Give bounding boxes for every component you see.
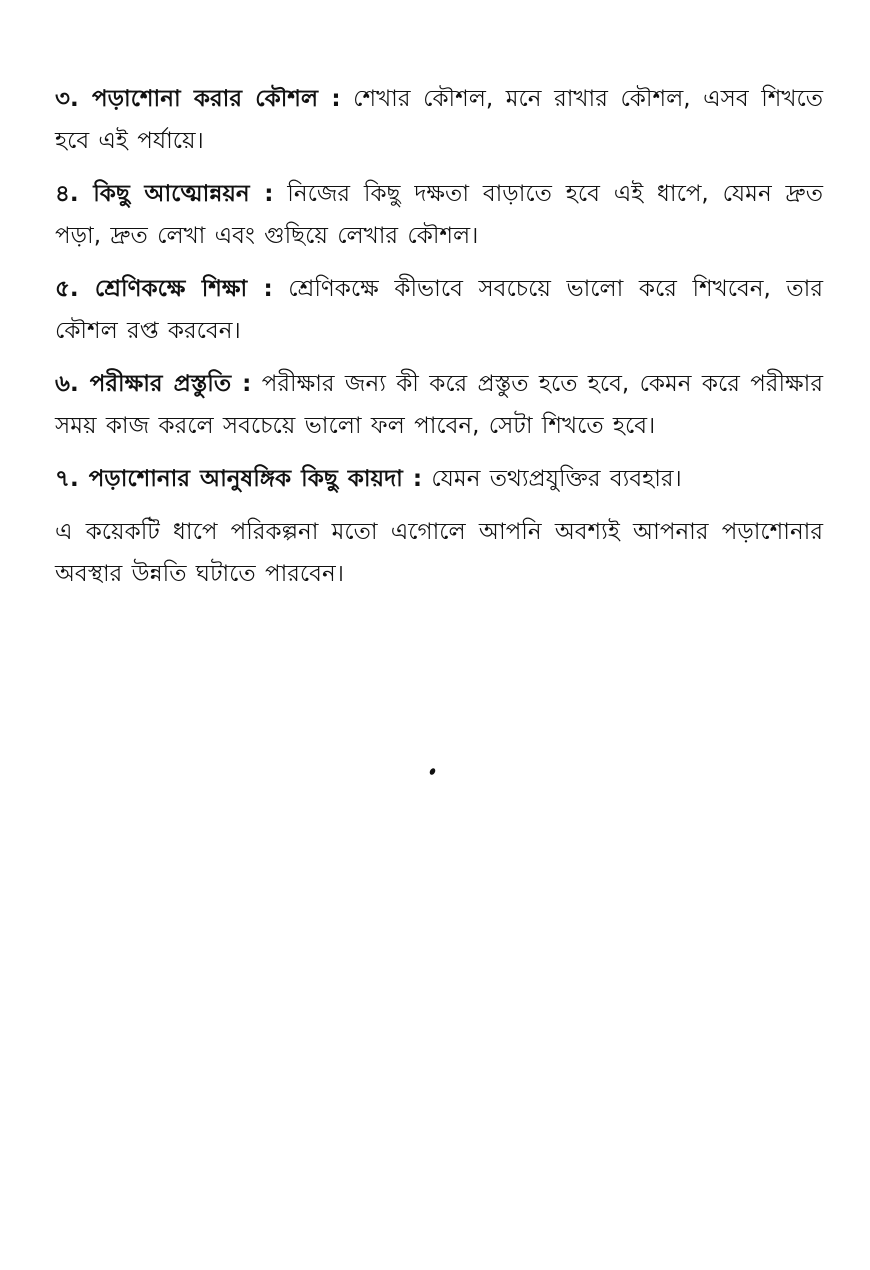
ink-speck — [429, 767, 437, 776]
list-item-step-6 — [55, 363, 823, 447]
list-item-step-5 — [55, 268, 823, 352]
step-6-text: পরীক্ষার জন্য কী করে প্রস্তুত হতে হবে, কেমন করে পরীক্ষার সময় কাজ করলে সবচেয়ে ভালো ফল পাবেন, সেটা শিখতে হবে। — [55, 371, 823, 439]
step-7-heading: ৭. পড়াশোনার আনুষঙ্গিক কিছু কায়দা : — [55, 466, 423, 492]
step-6-heading: ৬. পরীক্ষার প্রস্তুতি : — [55, 371, 252, 397]
step-4-heading: ৪. কিছু আত্মোন্নয়ন : — [55, 181, 274, 207]
step-5-heading: ৫. শ্রেণিকক্ষে শিক্ষা : — [55, 276, 273, 302]
list-item-step-4 — [55, 173, 823, 257]
step-3-heading: ৩. পড়াশোনা করার কৌশল : — [55, 86, 341, 112]
document-body — [55, 78, 823, 606]
list-item-step-7 — [55, 458, 823, 500]
step-3-text: শেখার কৌশল, মনে রাখার কৌশল, এসব শিখতে হবে এই পর্যায়ে। — [55, 86, 824, 154]
step-7-text: যেমন তথ্যপ্রযুক্তির ব্যবহার। — [431, 466, 682, 492]
list-item-step-3 — [55, 78, 823, 162]
step-4-text: নিজের কিছু দক্ষতা বাড়াতে হবে এই ধাপে, যেমন দ্রুত পড়া, দ্রুত লেখা এবং গুছিয়ে লেখার কৌশল। — [55, 181, 823, 249]
closing-paragraph: এ কয়েকটি ধাপে পরিকল্পনা মতো এগোলে আপনি অবশ্যই আপনার পড়াশোনার অবস্থার উন্নতি ঘটাতে পারবেন। — [55, 519, 823, 587]
step-5-text: শ্রেণিকক্ষে কীভাবে সবচেয়ে ভালো করে শিখবেন, তার কৌশল রপ্ত করবেন। — [55, 276, 823, 344]
